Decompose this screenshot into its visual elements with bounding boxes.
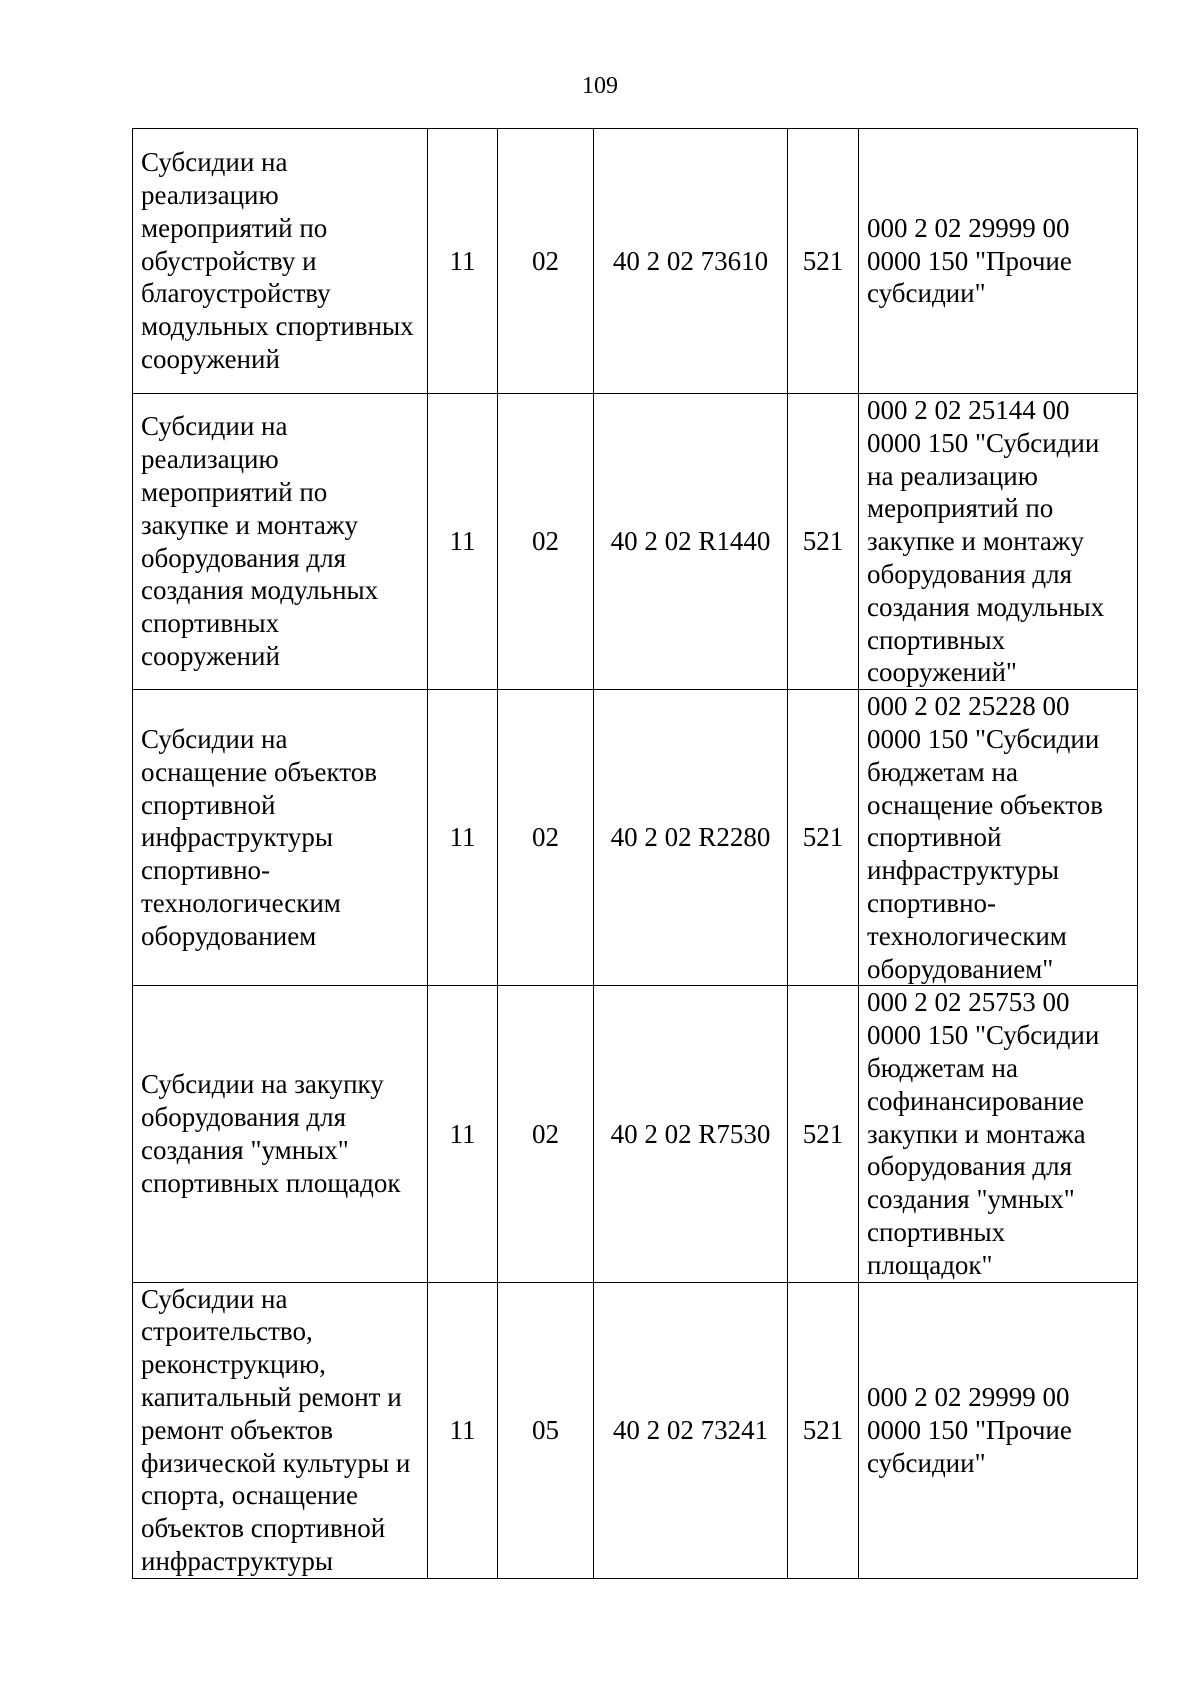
income-code-cell <box>859 129 1138 394</box>
expense-name-cell <box>133 690 428 986</box>
subsection-code: 02 <box>532 1118 559 1149</box>
section-code: 11 <box>449 1414 476 1445</box>
target-article-code: 40 2 02 R2280 <box>610 822 771 853</box>
income-code: 000 2 02 29999 00 0000 150 "Прочие субсидии" <box>867 1381 1072 1478</box>
expense-name: Субсидии на оснащение объектов спортивной инфраструктуры спортивно-технологическим оборудованием <box>141 723 377 951</box>
expense-type-cell <box>788 1282 859 1578</box>
income-code: 000 2 02 25144 00 0000 150 "Субсидии на реализацию мероприятий по закупке и монтажу оборудования для создания модульных спортивных сооружений" <box>867 395 1105 688</box>
expense-type-code: 521 <box>802 526 844 557</box>
table-row <box>133 986 1138 1282</box>
expense-type-cell <box>788 394 859 690</box>
expense-name-cell <box>133 1282 428 1578</box>
income-code: 000 2 02 25228 00 0000 150 "Субсидии бюджетам на оснащение объектов спортивной инфраструктуры спортивно-технологическим оборудованием" <box>867 691 1103 984</box>
expense-type-cell <box>788 986 859 1282</box>
table-row <box>133 690 1138 986</box>
table-row <box>133 394 1138 690</box>
subsection-cell <box>498 394 594 690</box>
subsection-cell <box>498 1282 594 1578</box>
income-code-cell <box>859 1282 1138 1578</box>
budget-classification-table <box>132 128 1138 1579</box>
subsection-code: 02 <box>532 245 559 276</box>
section-code: 11 <box>449 245 476 276</box>
section-cell <box>428 129 498 394</box>
section-cell <box>428 690 498 986</box>
target-article-code: 40 2 02 R1440 <box>610 526 771 557</box>
target-article-code: 40 2 02 73610 <box>612 245 769 276</box>
expense-type-code: 521 <box>802 1414 844 1445</box>
income-code: 000 2 02 29999 00 0000 150 "Прочие субсидии" <box>867 212 1072 309</box>
section-code: 11 <box>449 1118 476 1149</box>
table-row <box>133 1282 1138 1578</box>
target-article-code: 40 2 02 R7530 <box>610 1118 771 1149</box>
expense-name-cell <box>133 986 428 1282</box>
target-article-cell <box>594 1282 788 1578</box>
section-cell <box>428 1282 498 1578</box>
target-article-cell <box>594 690 788 986</box>
expense-name: Субсидии на реализацию мероприятий по обустройству и благоустройству модульных спортивных сооружений <box>141 147 414 374</box>
expense-type-code: 521 <box>802 1118 844 1149</box>
subsection-code: 05 <box>532 1414 559 1445</box>
subsection-cell <box>498 986 594 1282</box>
section-code: 11 <box>449 822 476 853</box>
expense-name: Субсидии на строительство, реконструкцию, капитальный ремонт и ремонт объектов физической культуры и спорта, оснащение объектов спортивной инфраструктуры <box>141 1283 411 1576</box>
subsection-code: 02 <box>532 526 559 557</box>
expense-name-cell <box>133 394 428 690</box>
expense-type-cell <box>788 690 859 986</box>
income-code: 000 2 02 25753 00 0000 150 "Субсидии бюджетам на софинансирование закупки и монтажа оборудования для создания "умных" спортивных площадок" <box>867 987 1100 1280</box>
target-article-cell <box>594 129 788 394</box>
expense-name-cell <box>133 129 428 394</box>
section-cell <box>428 986 498 1282</box>
expense-type-code: 521 <box>802 245 844 276</box>
expense-name: Субсидии на закупку оборудования для создания "умных" спортивных площадок <box>141 1069 401 1198</box>
target-article-cell <box>594 394 788 690</box>
target-article-code: 40 2 02 73241 <box>612 1414 769 1445</box>
section-code: 11 <box>449 526 476 557</box>
income-code-cell <box>859 986 1138 1282</box>
income-code-cell <box>859 394 1138 690</box>
page-number: 109 <box>582 73 618 99</box>
subsection-cell <box>498 129 594 394</box>
table-row <box>133 129 1138 394</box>
expense-type-code: 521 <box>802 822 844 853</box>
target-article-cell <box>594 986 788 1282</box>
section-cell <box>428 394 498 690</box>
income-code-cell <box>859 690 1138 986</box>
expense-name: Субсидии на реализацию мероприятий по закупке и монтажу оборудования для создания модульных спортивных сооружений <box>141 411 379 671</box>
subsection-code: 02 <box>532 822 559 853</box>
expense-type-cell <box>788 129 859 394</box>
subsection-cell <box>498 690 594 986</box>
